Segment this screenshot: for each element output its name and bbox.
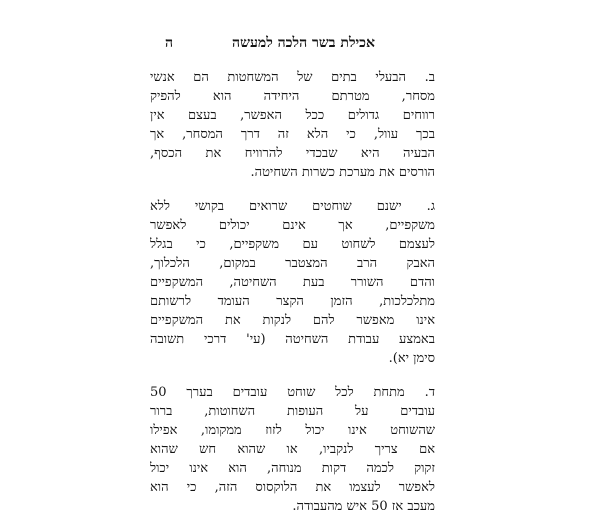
- paragraph-gimel: [150, 197, 435, 368]
- text-line: באמצע עבודת השחיטה (עי' דרכי תשובה: [150, 332, 435, 347]
- text-line: מעכב אז 50 איש מהעבודה.: [292, 499, 435, 514]
- text-line: ב. הבעלי בתים של המשחטות הם אנשי: [150, 70, 435, 85]
- text-line: זקוק לכמה דקות מנוחה, הוא אינו יכול: [150, 461, 435, 476]
- text-line: הבעיה היא שבכדי להרוויח את הכסף,: [150, 146, 435, 161]
- text-line: סימן יא).: [388, 351, 435, 366]
- body-text: [150, 68, 435, 531]
- text-line: ג. ישנם שוחטים שרואים בקושי ללא: [150, 199, 435, 214]
- text-line: ד. מתחת לכל שוחט עובדים בערך 50: [150, 385, 435, 400]
- text-line: שהשוחט אינו יכול לזוז ממקומו, אפילו: [150, 423, 435, 438]
- text-line: לעצמם לשחוט עם משקפיים, כי בגלל: [150, 237, 435, 252]
- text-line: אם צריך לנקביו, או שהוא חש שהוא: [150, 442, 435, 457]
- text-line: בכך עוול, כי הלא זה דרך המסחר, אך: [150, 127, 435, 142]
- paragraph-dalet: [150, 383, 435, 516]
- text-line: לאפשר לעצמו את הלוקסוס הזה, כי הוא: [150, 480, 435, 495]
- text-line: אינו מאפשר להם לנקות את המשקפיים: [150, 313, 435, 328]
- page-number: ה: [165, 35, 174, 51]
- text-line: האבק הרב המצטבר במקום, הלכלוך,: [150, 256, 435, 271]
- text-line: מסחר, מטרתם היחידה הוא להפיק: [150, 89, 435, 104]
- paragraph-bet: [150, 68, 435, 182]
- running-header: [165, 33, 435, 59]
- text-line: מתלכלכות, הזמן הקצר העומד לרשותם: [150, 294, 435, 309]
- text-line: הורסים את מערכת כשרות השחיטה.: [250, 165, 435, 180]
- text-line: והדם השורר בעת השחיטה, המשקפיים: [150, 275, 435, 290]
- text-line: משקפיים, אך אינם יכולים לאפשר: [150, 218, 435, 233]
- text-line: רווחים גדולים ככל האפשר, בעצם אין: [150, 108, 435, 123]
- header-title: אכילת בשר הלכה למעשה: [232, 35, 375, 51]
- text-line: עובדים על העופות השחוטות, ברור: [150, 404, 435, 419]
